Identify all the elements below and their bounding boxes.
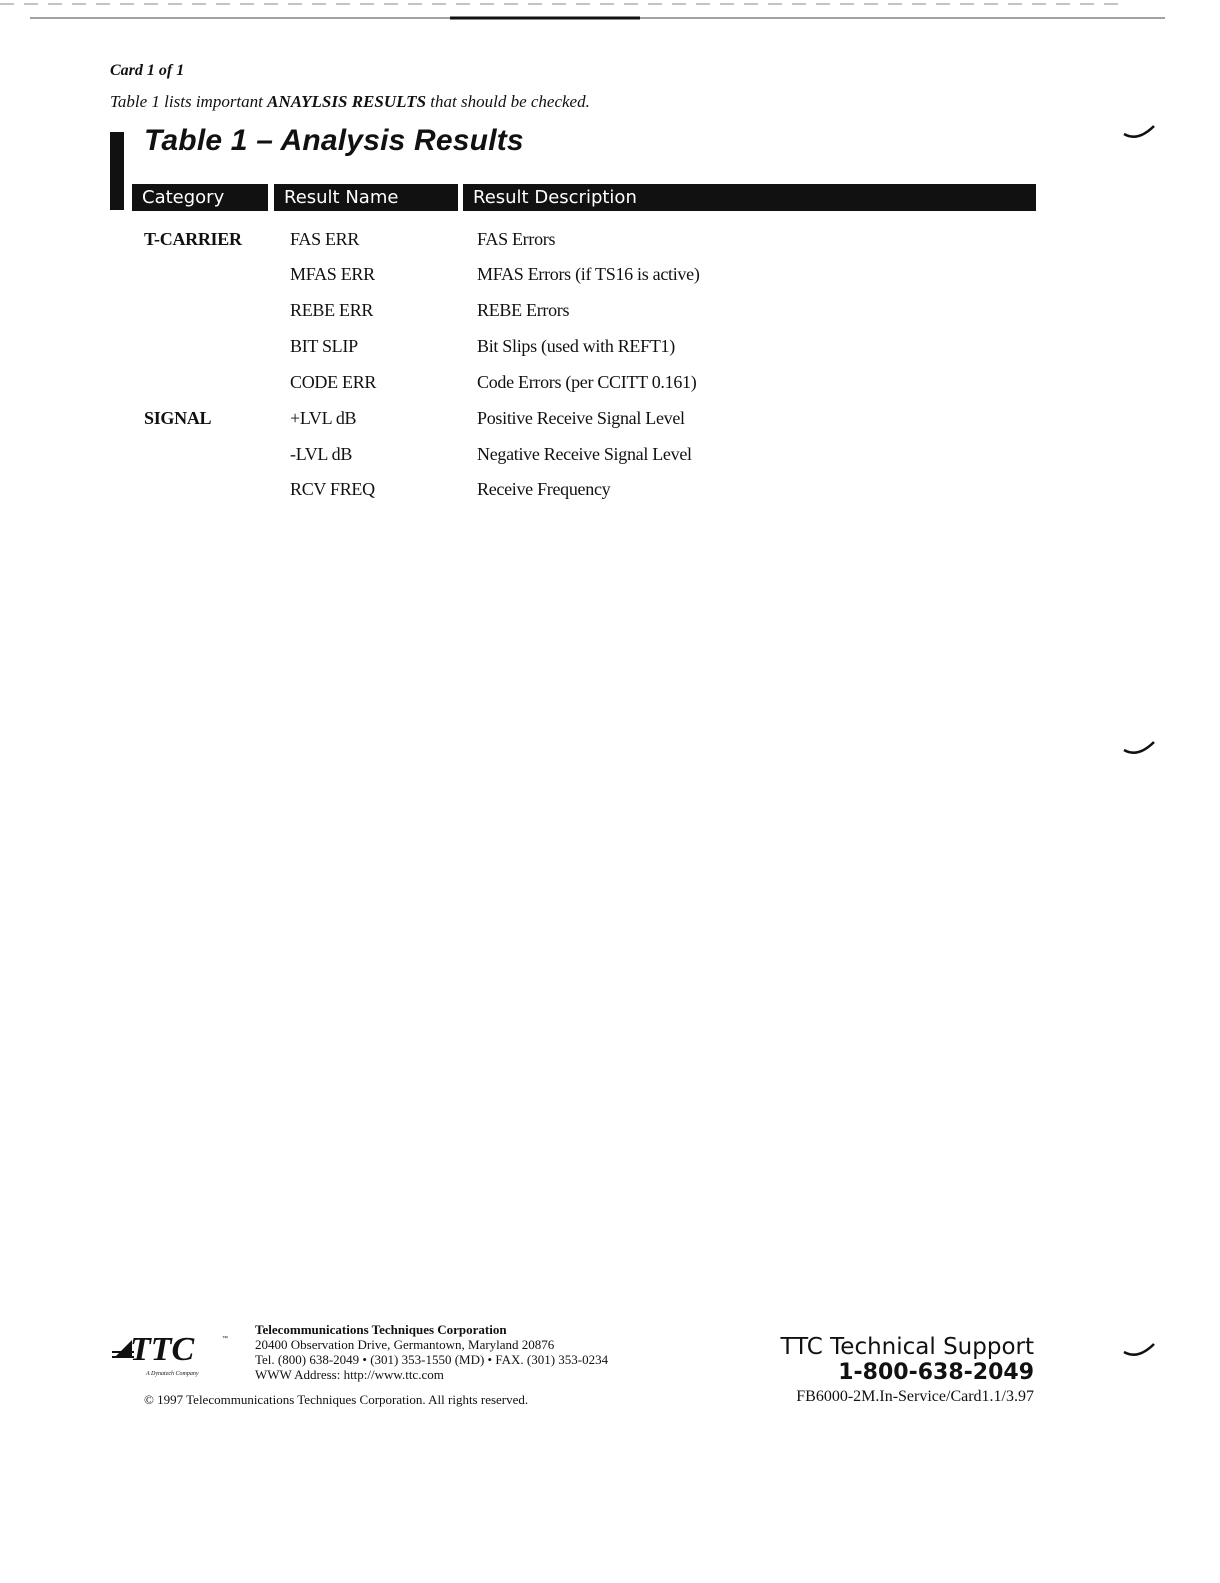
row-result-description: REBE Errors <box>477 300 570 320</box>
row-result-name: -LVL dB <box>290 444 353 464</box>
table-title: Table 1 – Analysis Results <box>144 124 524 157</box>
support-block <box>780 1334 1034 1408</box>
company-name: Telecommunications Techniques Corporation <box>255 1322 507 1337</box>
document-code: FB6000-2M.In-Service/Card1.1/3.97 <box>796 1388 1034 1405</box>
row-result-name: MFAS ERR <box>290 264 375 284</box>
svg-text:TTC: TTC <box>130 1331 195 1368</box>
row-result-description: MFAS Errors (if TS16 is active) <box>477 264 700 284</box>
page-mark-icon <box>1120 736 1160 760</box>
row-result-description: FAS Errors <box>477 229 556 249</box>
svg-text:™: ™ <box>222 1336 228 1342</box>
company-web: WWW Address: http://www.ttc.com <box>255 1367 444 1382</box>
title-accent-bar <box>110 132 124 210</box>
company-info <box>255 1322 608 1382</box>
row-result-name: +LVL dB <box>290 408 357 428</box>
row-category: T-CARRIER <box>144 229 242 249</box>
row-result-description: Code Errors (per CCITT 0.161) <box>477 372 697 392</box>
row-category: SIGNAL <box>144 408 212 428</box>
row-result-name: FAS ERR <box>290 229 360 249</box>
header-result-description: Result Description <box>463 184 1036 211</box>
row-result-name: BIT SLIP <box>290 336 358 356</box>
support-title: TTC Technical Support <box>780 1334 1034 1360</box>
row-result-description: Negative Receive Signal Level <box>477 444 692 464</box>
scan-edge-lines <box>0 0 1220 30</box>
ttc-logo <box>112 1330 242 1382</box>
header-category: Category <box>132 184 268 211</box>
page-mark-icon <box>1120 120 1160 144</box>
row-result-name: RCV FREQ <box>290 479 375 499</box>
row-result-name: CODE ERR <box>290 372 377 392</box>
intro-text: Table 1 lists important ANAYLSIS RESULTS that should be checked. <box>110 92 590 111</box>
row-result-description: Receive Frequency <box>477 479 611 499</box>
company-address: 20400 Observation Drive, Germantown, Maryland 20876 <box>255 1337 555 1352</box>
support-phone: 1-800-638-2049 <box>838 1360 1034 1385</box>
row-result-description: Positive Receive Signal Level <box>477 408 685 428</box>
copyright: © 1997 Telecommunications Techniques Corporation. All rights reserved. <box>144 1392 529 1407</box>
row-result-name: REBE ERR <box>290 300 374 320</box>
header-result-name: Result Name <box>274 184 458 211</box>
row-result-description: Bit Slips (used with REFT1) <box>477 336 675 356</box>
company-phones: Tel. (800) 638-2049 • (301) 353-1550 (MD) • FAX. (301) 353-0234 <box>255 1352 609 1367</box>
card-label: Card 1 of 1 <box>110 62 185 79</box>
page-mark-icon <box>1120 1338 1160 1362</box>
svg-text:A Dynatech Company: A Dynatech Company <box>146 1371 199 1377</box>
